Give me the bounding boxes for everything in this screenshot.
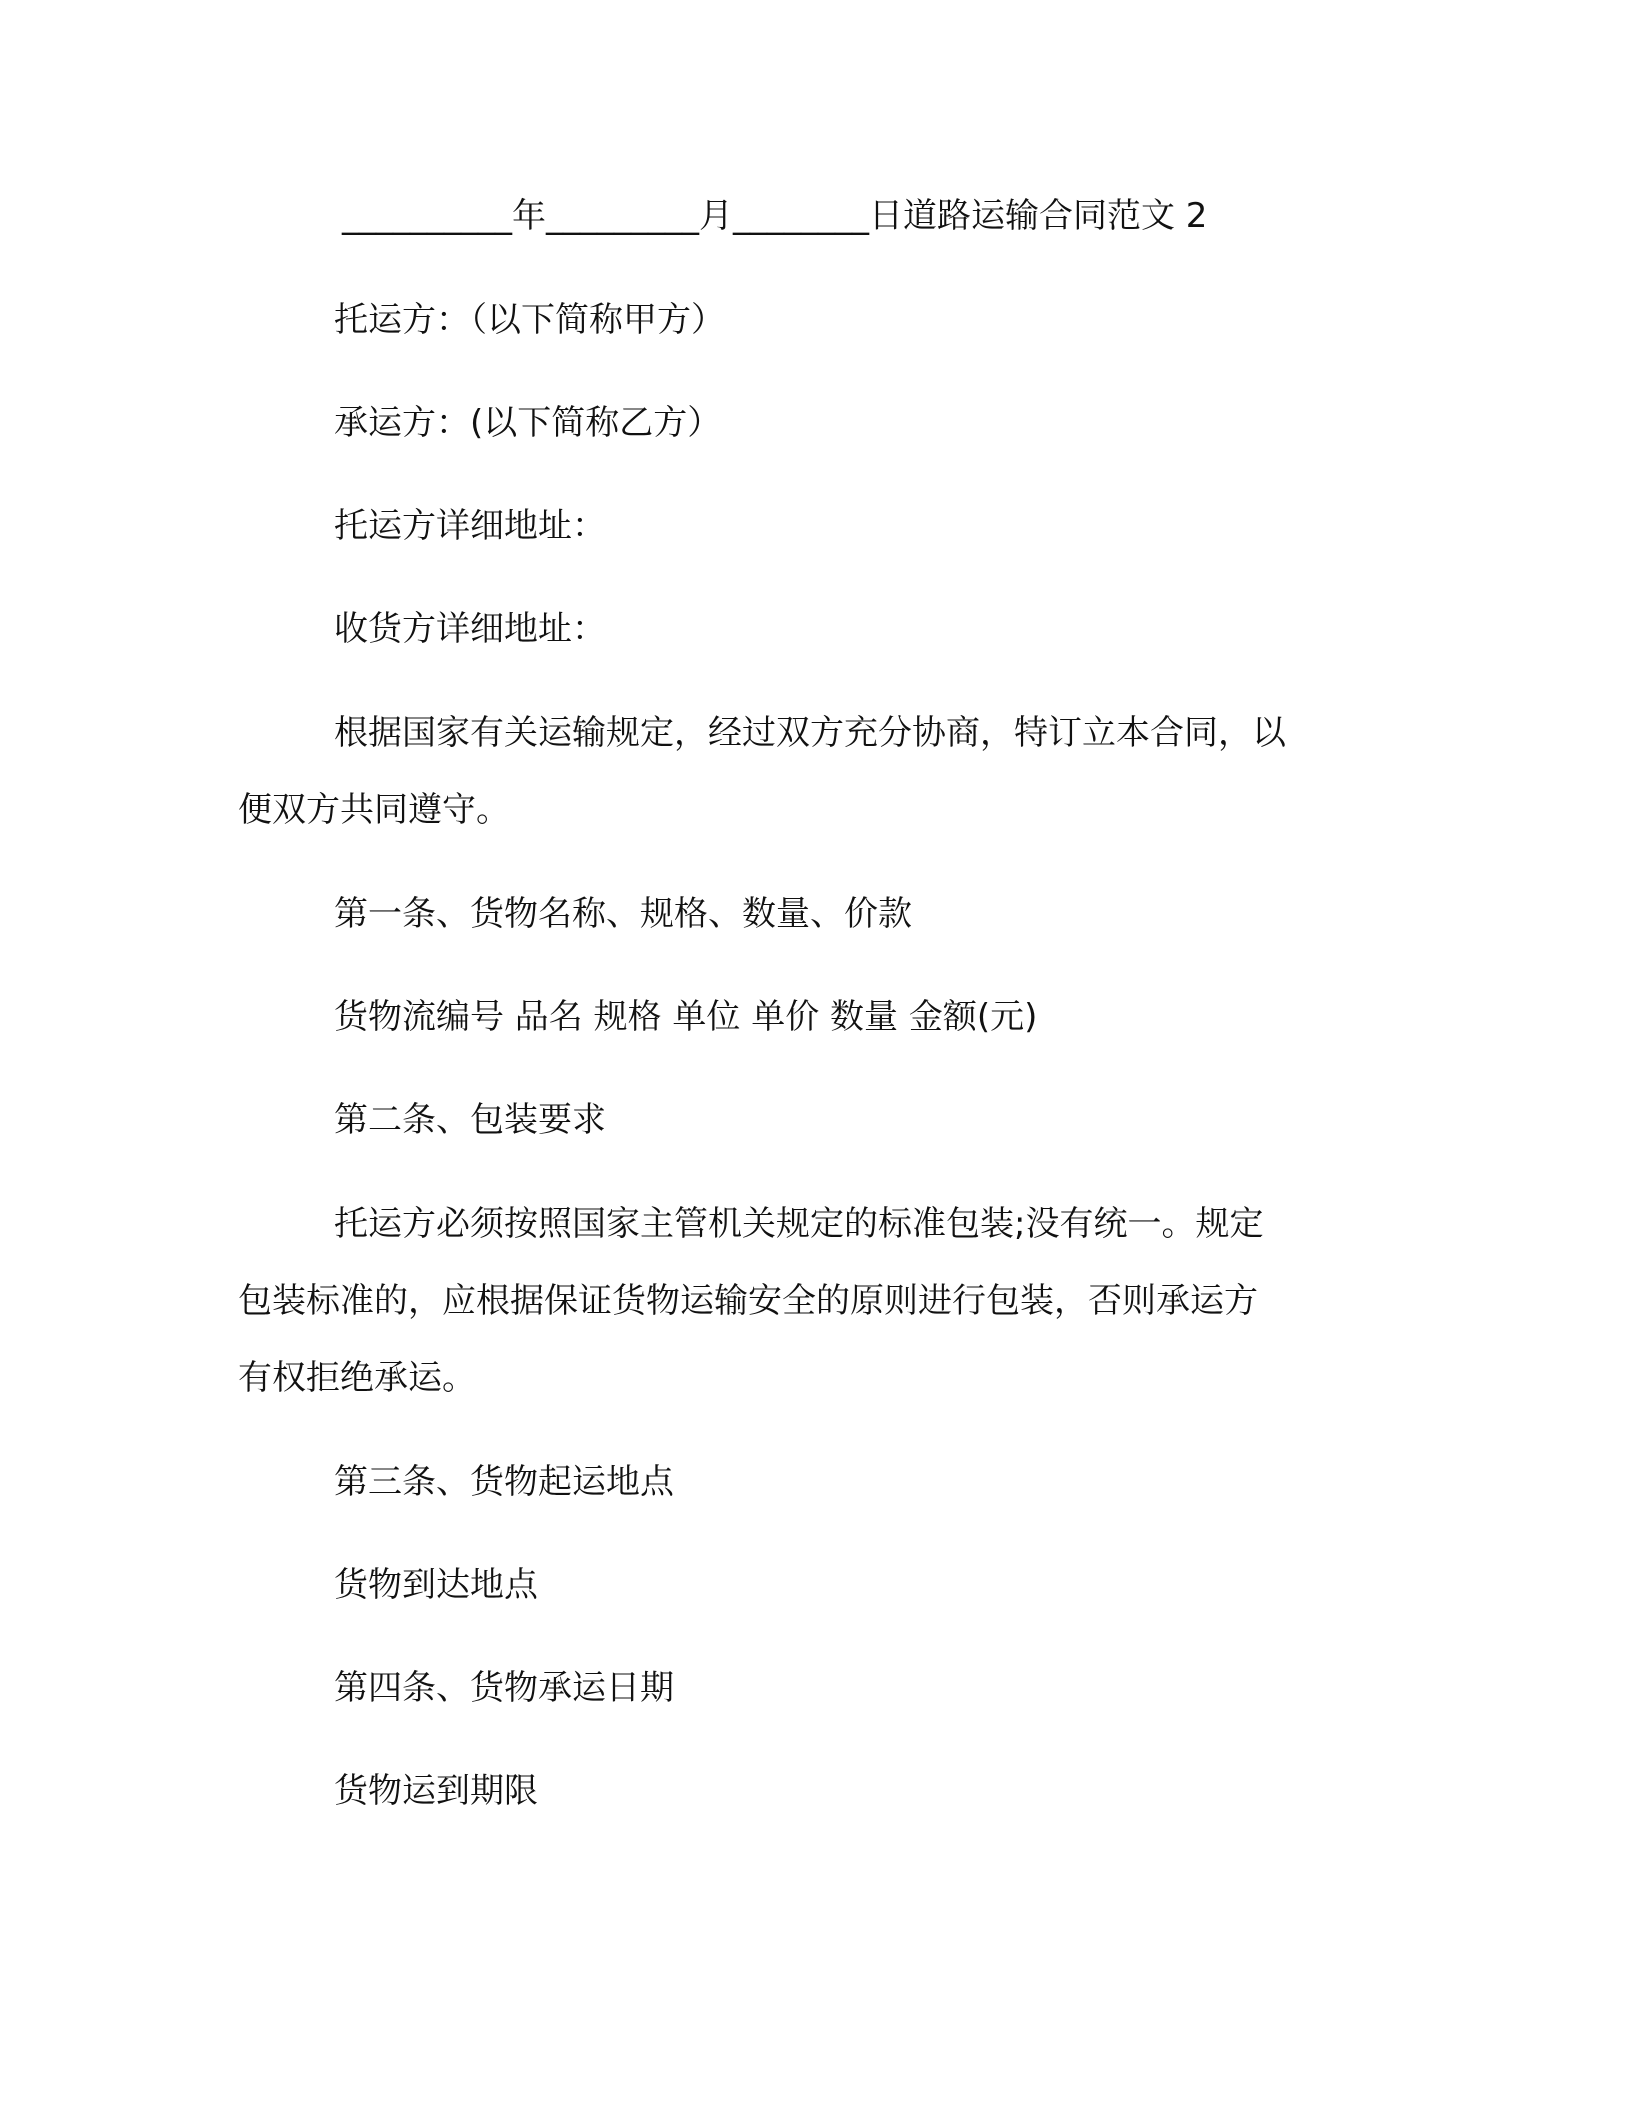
packaging-paragraph-line-2: 包装标准的，应根据保证货物运输安全的原则进行包装，否则承运方 <box>238 1281 1258 1321</box>
packaging-paragraph-line-3: 有权拒绝承运。 <box>238 1358 476 1398</box>
packaging-paragraph-line-1: 托运方必须按照国家主管机关规定的标准包装;没有统一。规定 <box>334 1204 1264 1244</box>
carrier-line: 承运方：(以下简称乙方） <box>334 403 722 443</box>
consignee-address-line: 收货方详细地址： <box>334 609 606 649</box>
article-2-heading: 第二条、包装要求 <box>334 1100 606 1140</box>
delivery-deadline-line: 货物运到期限 <box>334 1771 538 1811</box>
intro-paragraph-line-2: 便双方共同遵守。 <box>238 790 510 830</box>
article-3-heading: 第三条、货物起运地点 <box>334 1462 674 1502</box>
arrival-place-line: 货物到达地点 <box>334 1565 538 1605</box>
article-1-heading: 第一条、货物名称、规格、数量、价款 <box>334 894 912 934</box>
document-title: __________年_________月________日道路运输合同范文 2 <box>342 196 1208 236</box>
article-4-heading: 第四条、货物承运日期 <box>334 1668 674 1708</box>
goods-column-headers: 货物流编号 品名 规格 单位 单价 数量 金额(元) <box>334 997 1038 1037</box>
consignor-address-line: 托运方详细地址： <box>334 506 606 546</box>
consignor-line: 托运方：（以下简称甲方） <box>334 300 725 340</box>
intro-paragraph-line-1: 根据国家有关运输规定，经过双方充分协商，特订立本合同，以 <box>334 713 1286 753</box>
